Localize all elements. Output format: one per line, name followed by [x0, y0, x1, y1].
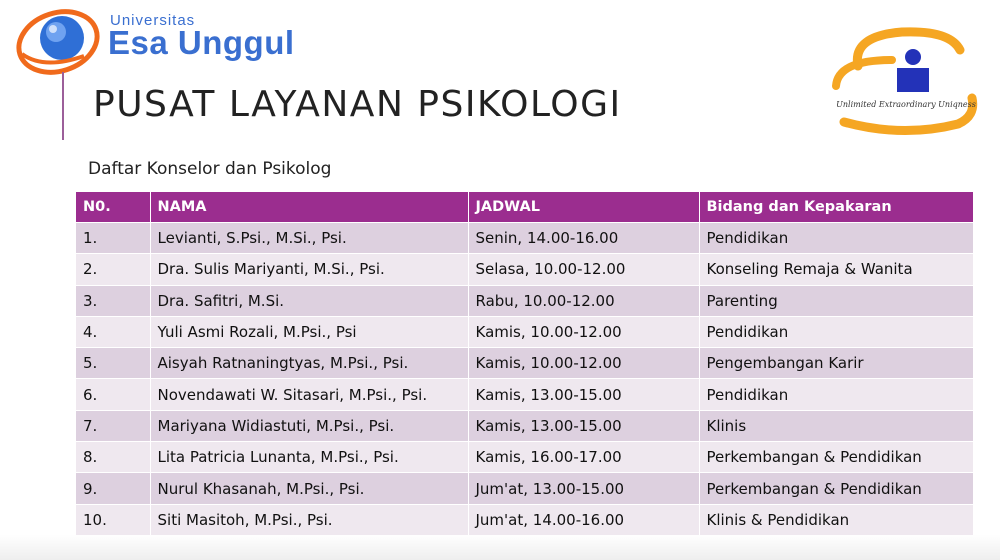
bottom-shade	[0, 535, 1000, 560]
brand-tagline: Unlimited Extraordinary Uniqness	[836, 100, 976, 109]
column-header-number: N0.	[76, 192, 150, 223]
counselor-name: Aisyah Ratnaningtyas, M.Psi., Psi.	[150, 348, 468, 379]
university-prefix: Universitas	[110, 12, 196, 29]
counselor-name: Dra. Safitri, M.Si.	[150, 285, 468, 316]
counselor-name: Yuli Asmi Rozali, M.Psi., Psi	[150, 316, 468, 347]
page-title: PUSAT LAYANAN PSIKOLOGI	[93, 84, 622, 125]
brand-logo	[832, 26, 980, 138]
table-row	[76, 504, 973, 535]
row-number: 2.	[76, 254, 150, 285]
schedule: Kamis, 10.00-12.00	[468, 316, 699, 347]
column-header-schedule: JADWAL	[468, 192, 699, 223]
row-number: 3.	[76, 285, 150, 316]
counselor-name: Lita Patricia Lunanta, M.Psi., Psi.	[150, 442, 468, 473]
row-number: 1.	[76, 223, 150, 254]
expertise: Pendidikan	[699, 223, 973, 254]
counselor-name: Levianti, S.Psi., M.Si., Psi.	[150, 223, 468, 254]
title-accent-bar	[62, 72, 64, 140]
counselor-table	[76, 192, 973, 535]
globe-logo-icon	[14, 4, 106, 76]
table-row	[76, 285, 973, 316]
counselor-name: Nurul Khasanah, M.Psi., Psi.	[150, 473, 468, 504]
table-row	[76, 254, 973, 285]
schedule: Jum'at, 14.00-16.00	[468, 504, 699, 535]
schedule: Kamis, 10.00-12.00	[468, 348, 699, 379]
row-number: 10.	[76, 504, 150, 535]
table-row	[76, 223, 973, 254]
expertise: Pengembangan Karir	[699, 348, 973, 379]
schedule: Jum'at, 13.00-15.00	[468, 473, 699, 504]
university-name: Esa Unggul	[108, 24, 295, 61]
row-number: 9.	[76, 473, 150, 504]
table-row	[76, 316, 973, 347]
table-row	[76, 348, 973, 379]
row-number: 8.	[76, 442, 150, 473]
schedule: Rabu, 10.00-12.00	[468, 285, 699, 316]
schedule: Senin, 14.00-16.00	[468, 223, 699, 254]
schedule: Selasa, 10.00-12.00	[468, 254, 699, 285]
expertise: Parenting	[699, 285, 973, 316]
table-row	[76, 442, 973, 473]
university-logo	[14, 4, 304, 76]
counselor-name: Siti Masitoh, M.Psi., Psi.	[150, 504, 468, 535]
schedule: Kamis, 16.00-17.00	[468, 442, 699, 473]
page-subtitle: Daftar Konselor dan Psikolog	[88, 159, 332, 179]
expertise: Konseling Remaja & Wanita	[699, 254, 973, 285]
counselor-name: Mariyana Widiastuti, M.Psi., Psi.	[150, 410, 468, 441]
column-header-expertise: Bidang dan Kepakaran	[699, 192, 973, 223]
expertise: Perkembangan & Pendidikan	[699, 473, 973, 504]
expertise: Klinis & Pendidikan	[699, 504, 973, 535]
expertise: Klinis	[699, 410, 973, 441]
expertise: Pendidikan	[699, 316, 973, 347]
expertise: Pendidikan	[699, 379, 973, 410]
counselor-name: Novendawati W. Sitasari, M.Psi., Psi.	[150, 379, 468, 410]
table-row	[76, 379, 973, 410]
row-number: 7.	[76, 410, 150, 441]
schedule: Kamis, 13.00-15.00	[468, 379, 699, 410]
row-number: 5.	[76, 348, 150, 379]
row-number: 4.	[76, 316, 150, 347]
column-header-name: NAMA	[150, 192, 468, 223]
table-row	[76, 410, 973, 441]
schedule: Kamis, 13.00-15.00	[468, 410, 699, 441]
table-row	[76, 473, 973, 504]
brand-emblem-icon	[832, 26, 980, 138]
row-number: 6.	[76, 379, 150, 410]
expertise: Perkembangan & Pendidikan	[699, 442, 973, 473]
table-header-row	[76, 192, 973, 223]
counselor-name: Dra. Sulis Mariyanti, M.Si., Psi.	[150, 254, 468, 285]
